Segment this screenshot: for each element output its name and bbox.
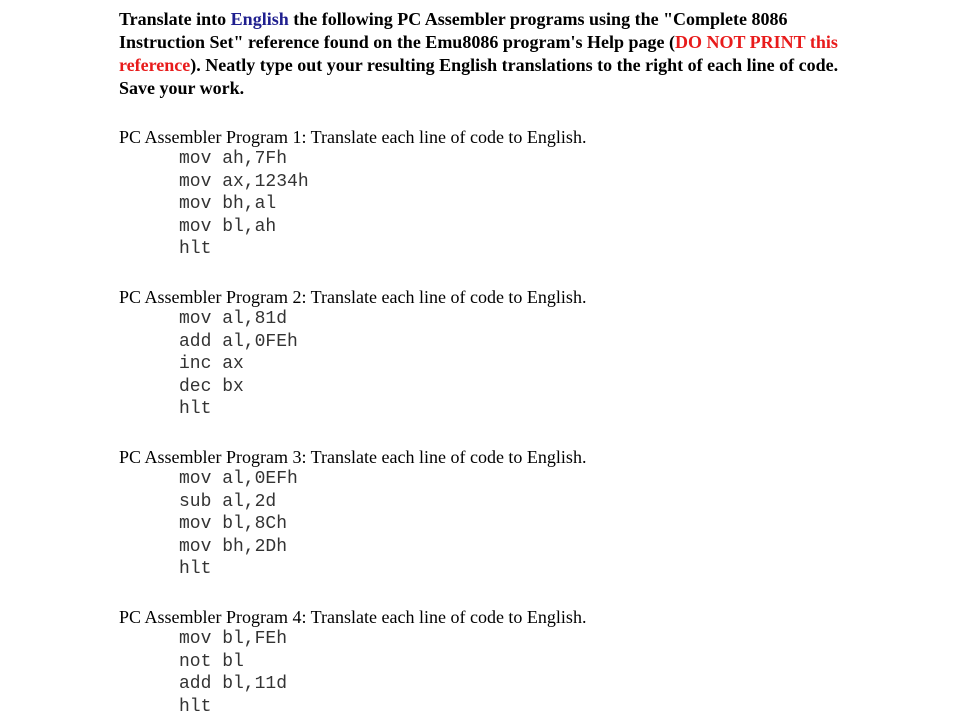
code-line: hlt bbox=[179, 399, 212, 420]
code-line: add bl,11d bbox=[179, 674, 288, 695]
program-2 bbox=[119, 286, 859, 421]
program-1-heading: PC Assembler Program 1: Translate each line of code to English. bbox=[119, 127, 587, 147]
code-line: not bl bbox=[179, 651, 244, 672]
code-line: mov ax,1234h bbox=[179, 171, 309, 192]
code-line: sub al,2d bbox=[179, 491, 277, 512]
code-line: hlt bbox=[179, 696, 212, 717]
instructions-highlight-do-not-print: DO NOT PRINT this reference bbox=[119, 32, 838, 75]
instructions-highlight-english: English bbox=[230, 9, 289, 29]
program-4-code bbox=[119, 628, 859, 718]
program-2-heading: PC Assembler Program 2: Translate each line of code to English. bbox=[119, 286, 587, 307]
instructions-text-1: Translate into bbox=[119, 9, 231, 29]
program-3 bbox=[119, 446, 859, 581]
code-line: mov al,0EFh bbox=[179, 468, 298, 489]
program-4 bbox=[119, 606, 859, 718]
code-line: mov bh,al bbox=[179, 194, 277, 215]
program-3-code bbox=[119, 468, 859, 581]
program-1-code bbox=[119, 148, 859, 261]
code-line: mov al,81d bbox=[179, 308, 288, 329]
program-2-code bbox=[119, 308, 859, 421]
code-line: inc ax bbox=[179, 354, 244, 375]
code-line: mov bl,FEh bbox=[179, 628, 288, 649]
code-line: hlt bbox=[179, 559, 212, 580]
instructions-text-3: ). Neatly type out your resulting English translations to the right of each line of code. Save your work. bbox=[119, 55, 839, 98]
code-line: mov bh,2Dh bbox=[179, 536, 288, 557]
code-line: mov bl,ah bbox=[179, 216, 277, 237]
program-1 bbox=[119, 126, 859, 261]
code-line: mov ah,7Fh bbox=[179, 149, 288, 169]
code-line: hlt bbox=[179, 239, 212, 260]
program-4-heading: PC Assembler Program 4: Translate each line of code to English. bbox=[119, 606, 587, 627]
code-line: dec bx bbox=[179, 376, 244, 397]
program-3-heading: PC Assembler Program 3: Translate each line of code to English. bbox=[119, 446, 587, 467]
code-line: mov bl,8Ch bbox=[179, 514, 288, 535]
code-line: add al,0FEh bbox=[179, 331, 298, 352]
document-page bbox=[119, 8, 859, 718]
instructions-paragraph bbox=[119, 8, 859, 100]
instructions-text-2: the following PC Assembler programs using the "Complete 8086 Instruction Set" reference found on the Emu8086 program's Help page ( bbox=[119, 9, 788, 52]
